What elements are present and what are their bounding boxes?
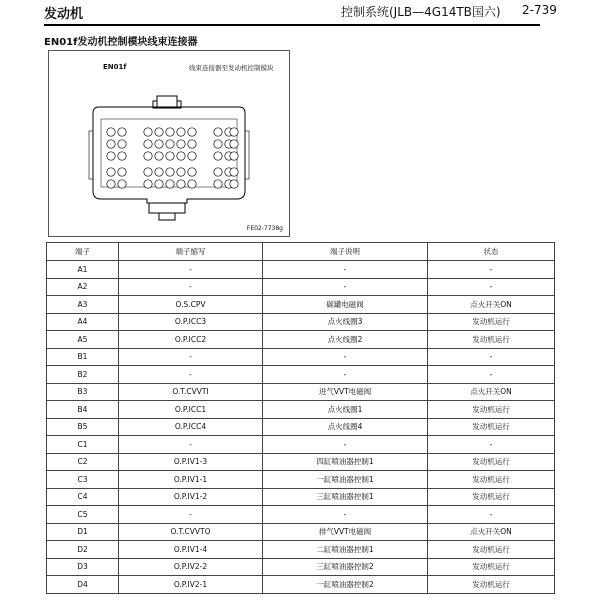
cell-terminal: C1 — [47, 436, 119, 454]
cell-terminal: A2 — [47, 278, 119, 296]
connector-pin — [177, 180, 185, 188]
cell-status: - — [428, 278, 555, 296]
cell-terminal: D3 — [47, 558, 119, 576]
cell-abbreviation: - — [119, 506, 263, 524]
cell-status: 发动机运行 — [428, 313, 555, 331]
connector-pin — [107, 168, 115, 176]
connector-pin — [188, 152, 196, 160]
table-row — [47, 541, 555, 559]
figure-reference: FE02-7738g — [246, 225, 283, 232]
connector-drawing — [49, 51, 289, 236]
connector-pin — [144, 128, 152, 136]
cell-description: 点火线圈1 — [263, 401, 428, 419]
connector-pin — [107, 180, 115, 188]
table-row — [47, 261, 555, 279]
cell-abbreviation: O.P.ICC3 — [119, 313, 263, 331]
connector-pin — [144, 168, 152, 176]
connector-pin — [118, 168, 126, 176]
header-rule — [44, 24, 540, 26]
connector-pin — [177, 168, 185, 176]
connector-pin — [214, 128, 222, 136]
table-row — [47, 488, 555, 506]
cell-abbreviation: - — [119, 436, 263, 454]
connector-pin — [107, 140, 115, 148]
cell-description: - — [263, 348, 428, 366]
cell-status: - — [428, 348, 555, 366]
connector-pin — [166, 168, 174, 176]
connector-pin — [118, 180, 126, 188]
pin-grid — [107, 128, 238, 188]
cell-terminal: A4 — [47, 313, 119, 331]
page-number: 2-739 — [522, 3, 557, 17]
cell-terminal: A5 — [47, 331, 119, 349]
cell-abbreviation: O.P.ICC1 — [119, 401, 263, 419]
cell-description: - — [263, 506, 428, 524]
cell-status: 发动机运行 — [428, 471, 555, 489]
connector-pin — [118, 152, 126, 160]
connector-pin — [230, 168, 238, 176]
cell-description: 三缸喷油器控制2 — [263, 558, 428, 576]
terminal-table — [46, 242, 555, 594]
table-header-row — [47, 243, 555, 261]
cell-terminal: A1 — [47, 261, 119, 279]
connector-pin — [144, 152, 152, 160]
cell-description: 排气VVT电磁阀 — [263, 523, 428, 541]
cell-abbreviation: O.S.CPV — [119, 296, 263, 314]
col-header-status: 状态 — [428, 243, 555, 261]
cell-description: 一缸喷油器控制1 — [263, 471, 428, 489]
table-row — [47, 278, 555, 296]
header-chapter: 控制系统(JLB—4G14TB国六) — [341, 5, 501, 19]
col-header-abbreviation: 端子缩写 — [119, 243, 263, 261]
cell-terminal: A3 — [47, 296, 119, 314]
table-row — [47, 296, 555, 314]
connector-pin — [144, 180, 152, 188]
cell-description: 进气VVT电磁阀 — [263, 383, 428, 401]
cell-description: - — [263, 436, 428, 454]
cell-terminal: C2 — [47, 453, 119, 471]
cell-abbreviation: O.T.CVVTI — [119, 383, 263, 401]
cell-status: 发动机运行 — [428, 331, 555, 349]
cell-terminal: B3 — [47, 383, 119, 401]
cell-abbreviation: O.T.CVVTO — [119, 523, 263, 541]
table-row — [47, 313, 555, 331]
cell-status: - — [428, 366, 555, 384]
table-row — [47, 401, 555, 419]
connector-pin — [155, 140, 163, 148]
connector-pin — [230, 152, 238, 160]
cell-abbreviation: - — [119, 366, 263, 384]
cell-abbreviation: O.P.IV2-2 — [119, 558, 263, 576]
connector-caption: 线束连接器至发动机控制模块 — [189, 64, 274, 72]
cell-abbreviation: - — [119, 261, 263, 279]
table-row — [47, 436, 555, 454]
cell-abbreviation: O.P.IV1-4 — [119, 541, 263, 559]
col-header-description: 端子说明 — [263, 243, 428, 261]
cell-status: 发动机运行 — [428, 401, 555, 419]
cell-abbreviation: - — [119, 278, 263, 296]
connector-pin — [166, 152, 174, 160]
table-row — [47, 453, 555, 471]
connector-pin — [214, 140, 222, 148]
connector-pin — [118, 128, 126, 136]
connector-pin — [214, 168, 222, 176]
table-row — [47, 366, 555, 384]
connector-pin — [155, 168, 163, 176]
connector-pin — [188, 180, 196, 188]
table-row — [47, 331, 555, 349]
connector-pin — [230, 140, 238, 148]
connector-pin — [177, 128, 185, 136]
cell-status: 发动机运行 — [428, 576, 555, 594]
cell-description: 碳罐电磁阀 — [263, 296, 428, 314]
connector-pin — [118, 140, 126, 148]
table-row — [47, 558, 555, 576]
cell-description: - — [263, 261, 428, 279]
cell-description: 一缸喷油器控制2 — [263, 576, 428, 594]
cell-abbreviation: O.P.IV2-1 — [119, 576, 263, 594]
cell-terminal: B5 — [47, 418, 119, 436]
col-header-terminal: 端子 — [47, 243, 119, 261]
connector-pin — [188, 168, 196, 176]
cell-terminal: B4 — [47, 401, 119, 419]
cell-status: 发动机运行 — [428, 453, 555, 471]
connector-pin — [155, 128, 163, 136]
cell-status: 点火开关ON — [428, 296, 555, 314]
cell-status: 点火开关ON — [428, 523, 555, 541]
cell-description: 二缸喷油器控制1 — [263, 541, 428, 559]
table-row — [47, 506, 555, 524]
cell-status: 发动机运行 — [428, 558, 555, 576]
cell-description: 点火线圈3 — [263, 313, 428, 331]
connector-pin — [177, 140, 185, 148]
table-row — [47, 523, 555, 541]
cell-terminal: C4 — [47, 488, 119, 506]
cell-terminal: B2 — [47, 366, 119, 384]
cell-status: 发动机运行 — [428, 488, 555, 506]
cell-terminal: C3 — [47, 471, 119, 489]
connector-pin — [214, 180, 222, 188]
connector-pin — [188, 128, 196, 136]
cell-description: - — [263, 278, 428, 296]
cell-status: - — [428, 261, 555, 279]
section-title: EN01f发动机控制模块线束连接器 — [44, 37, 198, 48]
connector-pin — [177, 152, 185, 160]
cell-terminal: D1 — [47, 523, 119, 541]
cell-abbreviation: O.P.IV1-3 — [119, 453, 263, 471]
connector-code: EN01f — [103, 63, 127, 71]
table-row — [47, 576, 555, 594]
cell-abbreviation: O.P.IV1-1 — [119, 471, 263, 489]
table-row — [47, 418, 555, 436]
connector-pin — [230, 180, 238, 188]
table-row — [47, 383, 555, 401]
connector-figure — [48, 50, 290, 237]
connector-pin — [166, 180, 174, 188]
cell-description: 点火线圈2 — [263, 331, 428, 349]
connector-pin — [155, 152, 163, 160]
connector-pin — [166, 140, 174, 148]
connector-pin — [107, 152, 115, 160]
connector-pin — [107, 128, 115, 136]
cell-status: 发动机运行 — [428, 541, 555, 559]
cell-terminal: C5 — [47, 506, 119, 524]
cell-status: - — [428, 436, 555, 454]
table-row — [47, 471, 555, 489]
cell-description: 点火线圈4 — [263, 418, 428, 436]
cell-description: 三缸喷油器控制1 — [263, 488, 428, 506]
cell-status: 点火开关ON — [428, 383, 555, 401]
connector-pin — [144, 140, 152, 148]
connector-pin — [214, 152, 222, 160]
cell-terminal: B1 — [47, 348, 119, 366]
cell-description: 四缸喷油器控制1 — [263, 453, 428, 471]
connector-pin — [230, 128, 238, 136]
cell-terminal: D2 — [47, 541, 119, 559]
cell-status: - — [428, 506, 555, 524]
cell-description: - — [263, 366, 428, 384]
table-row — [47, 348, 555, 366]
header-section: 发动机 — [44, 7, 84, 22]
cell-abbreviation: - — [119, 348, 263, 366]
connector-pin — [166, 128, 174, 136]
connector-pin — [188, 140, 196, 148]
cell-abbreviation: O.P.IV1-2 — [119, 488, 263, 506]
cell-abbreviation: O.P.ICC2 — [119, 331, 263, 349]
cell-terminal: D4 — [47, 576, 119, 594]
cell-abbreviation: O.P.ICC4 — [119, 418, 263, 436]
cell-status: 发动机运行 — [428, 418, 555, 436]
connector-pin — [155, 180, 163, 188]
